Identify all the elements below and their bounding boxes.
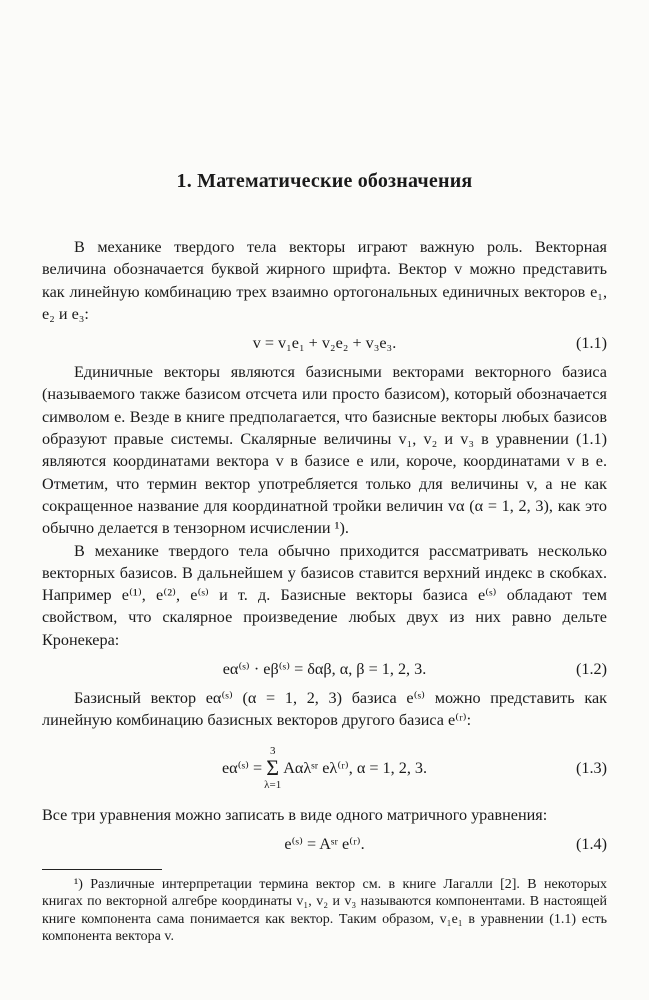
equation-1-1-number: (1.1) [575,334,607,353]
paragraph-basis-vectors: Единичные векторы являются базисными векторами векторного базиса (называемого также базисом отсчета или просто базисом), который обозначается символом e. Везде в книге предполагается, что базисные векторы любых базисов образуют правые системы. Скалярные величины v₁, v₂ и v₃ в уравнении (1.1) являются координатами вектора v в базисе e или, короче, координатами v в e. Отметим, что термин вектор употребляется только для величины v, а не как сокращенное название для координатной тройки величин vα (α = 1, 2, 3), как это обычно делается в тензорном исчислении ¹). [42,363,607,538]
equation-1-4-number: (1.4) [575,834,607,853]
paragraph-vectors-intro: В механике твердого тела векторы играют важную роль. Векторная величина обозначается буквой жирного шрифта. Вектор v можно представить как линейную комбинацию трех взаимно ортогональных единичных векторов e₁, e₂ и e₃: [42,238,607,323]
sigma-sign: Σ [266,754,280,780]
equation-1-3-number: (1.3) [575,758,607,777]
sum-lower-limit: λ=1 [264,778,282,791]
equation-1-3 [42,739,607,797]
equation-1-4 [42,833,607,855]
paragraph-multiple-bases: В механике твердого тела обычно приходится рассматривать несколько векторных базисов. В дальнейшем у базисов ставится верхний индекс в скобках. Например e⁽¹⁾, e⁽²⁾, e⁽ˢ⁾ и т. д. Базисные векторы базиса e⁽ˢ⁾ обладают тем свойством, что скалярное произведение любых двух из них равно дельте Кронекера: [42,541,607,649]
equation-1-4-formula: e⁽ˢ⁾ = Aˢʳ e⁽ʳ⁾. [284,834,365,853]
equation-1-3-lhs: eα⁽ˢ⁾ = [221,758,263,777]
sum-upper-limit: 3 [269,744,276,757]
equation-1-1 [42,332,607,354]
footnote-1: ¹) Различные интерпретации термина вектор см. в книге Лагалли [2]. В некоторых книгах по векторной алгебре координаты v₁, v₂ и v₃ называются компонентами. В настоящей книге компонента сама понимается как вектор. Таким образом, v₁e₁ в уравнении (1.1) есть компонента вектора v. [42,876,607,945]
text-body [42,236,607,946]
equation-1-3-rhs: Aαλˢʳ eλ⁽ʳ⁾, α = 1, 2, 3. [283,758,428,777]
equation-1-2-number: (1.2) [575,660,607,679]
equation-1-2 [42,658,607,680]
paragraph-linear-combination: Базисный вектор eα⁽ˢ⁾ (α = 1, 2, 3) базиса e⁽ˢ⁾ можно представить как линейную комбинацию базисных векторов другого базиса e⁽ʳ⁾: [42,689,607,730]
section-title: 1. Математические обозначения [176,170,473,192]
footnote-separator [42,869,162,870]
summation-operator [264,745,281,791]
equation-1-2-formula: eα⁽ˢ⁾ · eβ⁽ˢ⁾ = δαβ, α, β = 1, 2, 3. [222,660,427,679]
paragraph-matrix-form: Все три уравнения можно записать в виде одного матричного уравнения: [42,805,548,824]
equation-1-1-formula: v = v₁e₁ + v₂e₂ + v₃e₃. [252,334,397,353]
